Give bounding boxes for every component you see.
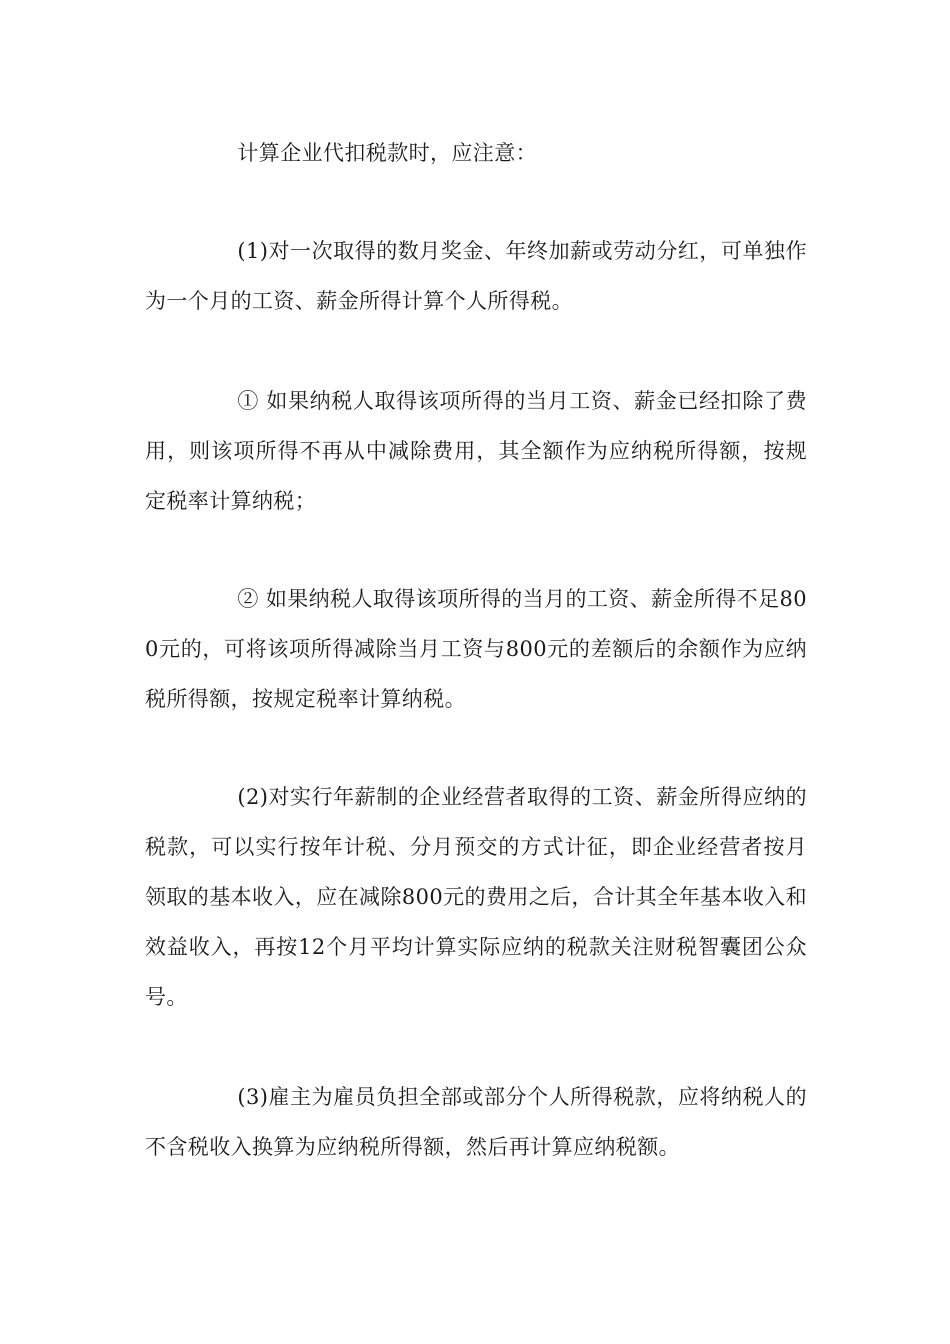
document-paragraph-intro: 计算企业代扣税款时，应注意： bbox=[237, 141, 537, 165]
document-paragraph-item-2: (2)对实行年薪制的企业经营者取得的工资、薪金所得应纳的税款，可以实行按年计税、分月预交的方式计征，即企业经营者按月领取的基本收入，应在减除800元的费用之后，合计其全年基本收入和效益收入，再按12个月平均计算实际应纳的税款关注财税智囊团公众号。 bbox=[145, 785, 807, 1009]
document-paragraph-subitem-2: ② 如果纳税人取得该项所得的当月的工资、薪金所得不足800元的，可将该项所得减除当月工资与800元的差额后的余额作为应纳税所得额，按规定税率计算纳税。 bbox=[145, 587, 807, 711]
document-paragraph-item-1: (1)对一次取得的数月奖金、年终加薪或劳动分红，可单独作为一个月的工资、薪金所得计算个人所得税。 bbox=[145, 239, 807, 313]
document-paragraph-subitem-1: ① 如果纳税人取得该项所得的当月工资、薪金已经扣除了费用，则该项所得不再从中减除费用，其全额作为应纳税所得额，按规定税率计算纳税； bbox=[145, 389, 807, 513]
document-paragraph-item-3: (3)雇主为雇员负担全部或部分个人所得税款，应将纳税人的不含税收入换算为应纳税所得额，然后再计算应纳税额。 bbox=[145, 1085, 807, 1159]
